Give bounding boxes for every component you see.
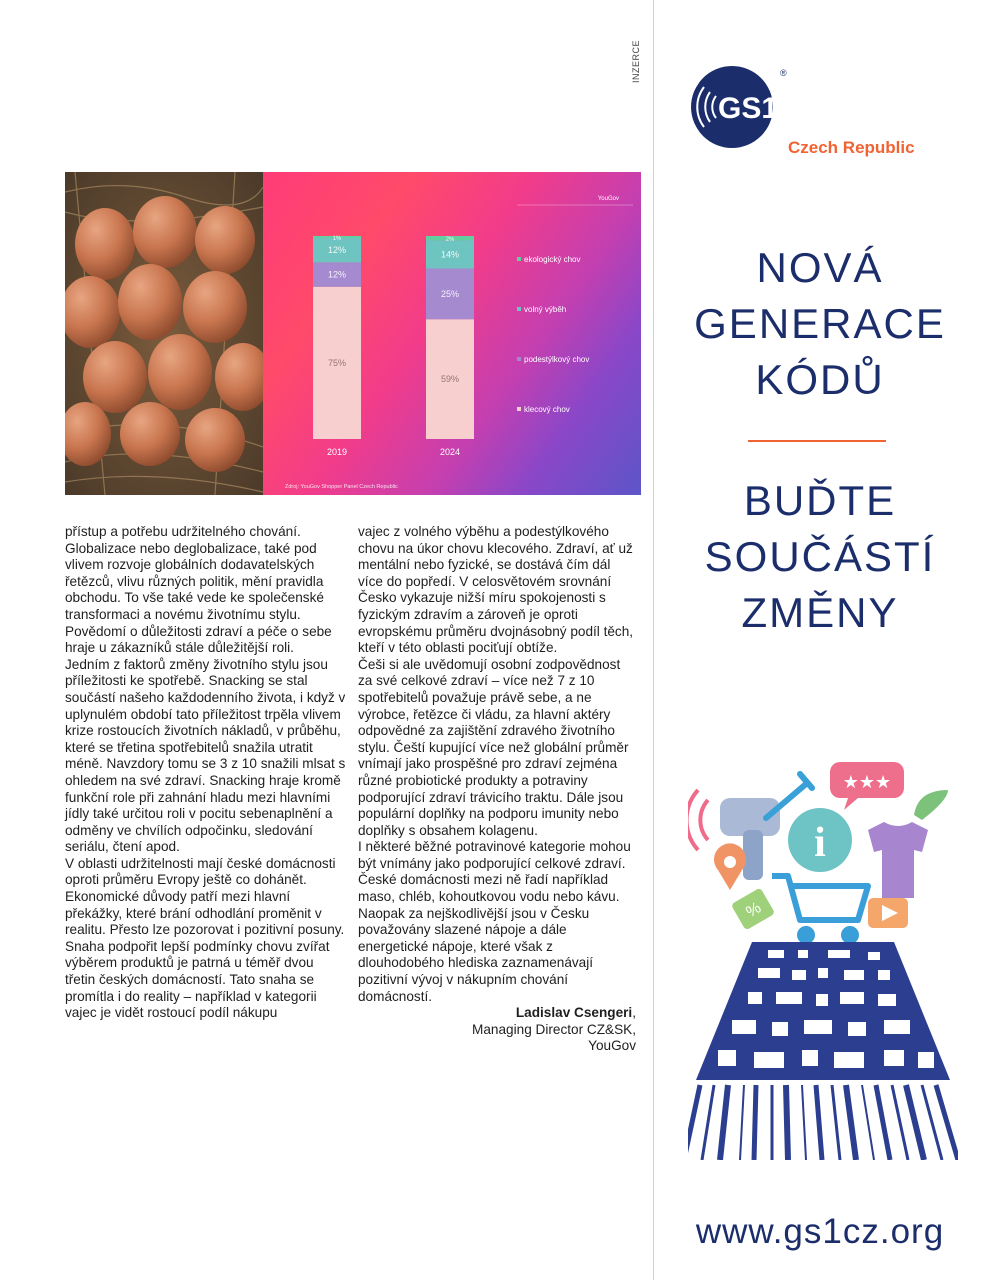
eggs-photo <box>65 172 263 495</box>
chart-brand-label: YouGov <box>597 196 619 202</box>
legend-label: volný výběh <box>524 305 567 314</box>
svg-text:%: % <box>743 899 765 922</box>
ad-headline-1 <box>660 240 980 408</box>
info-icon <box>788 808 852 872</box>
discount-tag-icon <box>731 888 775 931</box>
headline-line: BUĎTE <box>743 477 897 524</box>
play-video-icon <box>868 898 908 928</box>
tshirt-icon <box>868 822 928 898</box>
chart-source: Zdroj: YouGov Shopper Panel Czech Republic <box>285 484 398 490</box>
legend-swatch <box>517 307 521 311</box>
paragraph: V oblasti udržitelnosti mají české domácnosti oproti průměru Evropy ještě co dohánět. Ekonomické důvody patří mezi hlavní překážky, které brání odhodlání proměnit v realitu. Přesto lze pozorovat i pozitivní posuny. Snaha podpořit lepší podmínky chovu zvířat výběrem produktů je patrná u téměř dvou třetin českých domácností. Tato snaha se promítla i do reality – například v kategorii vajec je vidět rostoucí podíl nákupu <box>65 855 345 1021</box>
gs1-logo-icon <box>688 62 798 152</box>
bar-value-label: 59% <box>440 374 460 385</box>
bar-value-label: 75% <box>327 357 347 368</box>
gs1-logo <box>688 62 788 152</box>
rating-bubble-icon <box>830 762 904 810</box>
chart-panel <box>263 172 641 495</box>
article-column-1 <box>65 524 347 1022</box>
gs1-country: Czech Republic <box>788 138 915 157</box>
author-comma: , <box>632 1005 636 1021</box>
signal-icon <box>688 790 708 850</box>
svg-text:★★★: ★★★ <box>842 772 892 792</box>
ad-illustration <box>688 760 958 1160</box>
bar-value-label: 25% <box>440 288 460 299</box>
eggs-basket-image <box>65 172 263 495</box>
gs1-logo-gs: GS1 <box>718 92 779 125</box>
column-divider <box>653 0 654 1280</box>
paragraph: Jedním z faktorů změny životního stylu jsou příležitosti ke spotřebě. Snacking se stal součástí našeho každodenního života, i když v uplynulém období tato příležitost trpěla vlivem krize rostoucích životních nákladů, v průběhu, které se třetina spotřebitelů snažila utratit méně. Navzdory tomu se 3 z 10 snažili mlsat s ohledem na své zdraví. Snacking hraje kromě funkční role při zahnání hladu mezi hlavními jídly také určitou roli v pocitu sebenaplnění a odměny ve chvílích odpočinku, sledování seriálu, čtení apod. <box>65 656 346 855</box>
legend-swatch <box>517 407 521 411</box>
article-figure <box>65 172 641 495</box>
bar-value-label: 2% <box>445 237 455 244</box>
bar-value-label: 14% <box>440 249 460 260</box>
paragraph: I některé běžné potravinové kategorie mohou být vnímány jako podporující celkové zdraví. České domácnosti mezi ně řadí například maso, chléb, kohoutkovou vodu nebo kávu. Naopak za nejškodlivější jsou v Česku považovány slazené nápoje a dále energetické nápoje, které však z dlouhodobého hlediska zaznamenávají pozitivní vývoj v nákupním chování domácností. <box>358 839 631 1004</box>
paragraph: přístup a potřebu udržitelného chování. Globalizace nebo deglobalizace, také pod vlivem rozvoje globálních dodavatelských řetězců, vlivu různých politik, mění pravidla obchodu. To vše také vede ke společenské transformaci a novému životnímu stylu. Povědomí o důležitosti zdraví a péče o sebe hraje u zákazníků stále důležitější roli. <box>65 524 332 656</box>
syringe-icon <box>766 774 812 818</box>
headline-line: KÓDŮ <box>755 356 885 403</box>
location-pin-icon <box>714 843 746 890</box>
bar-value-label: 1% <box>332 236 342 243</box>
datamatrix-illustration <box>688 760 958 1160</box>
article-column-2 <box>358 524 636 1055</box>
legend-label: ekologický chov <box>524 255 581 264</box>
legend-swatch <box>517 357 521 361</box>
shopping-cart-icon <box>772 876 868 941</box>
registered-mark: ® <box>780 68 787 78</box>
ad-website-link[interactable]: www.gs1cz.org <box>695 1212 945 1251</box>
legend-label: podestýlkový chov <box>524 355 590 364</box>
advertisement-label: INZERCE <box>631 40 641 84</box>
paragraph: Češi si ale uvědomují osobní zodpovědnost za své celkové zdraví – více než 7 z 10 spotřebitelů považuje právě sebe, a ne výrobce, řetězce či vládu, za hlavní aktéry odpovědné za zajištění zdravého životního stylu. Čeští kupující více než globální průměr vnímají jako prospěšné pro zdraví zejména různé probiotické produkty a potraviny podporující zdraví trávicího traktu. Dále jsou populární doplňky na podporu imunity nebo doplňky s obsahem kolagenu. <box>358 656 629 838</box>
author-signature <box>358 1005 636 1055</box>
stacked-bar-chart <box>263 172 641 495</box>
headline-line: SOUČÁSTÍ <box>704 533 936 580</box>
svg-text:i: i <box>814 820 826 866</box>
paragraph: vajec z volného výběhu a podestýlkového chovu na úkor chovu klecového. Zdraví, ať už mentální nebo fyzické, se dostává čím dál více do popředí. V celosvětovém srovnání Česko vykazuje nižší míru spokojenosti s fyzickým zdravím a zároveň je oproti evropskému průměru dvojnásobný podíl těch, kteří v této oblasti pociťují obtíže. <box>358 524 634 656</box>
legend-swatch <box>517 257 521 261</box>
headline-line: GENERACE <box>694 300 946 347</box>
accent-divider <box>748 440 886 442</box>
author-company: YouGov <box>588 1038 636 1054</box>
headline-line: NOVÁ <box>756 244 884 291</box>
author-role: Managing Director CZ&SK, <box>472 1021 636 1037</box>
datamatrix-code <box>688 942 958 1160</box>
x-tick-label: 2019 <box>326 447 348 457</box>
x-tick-label: 2024 <box>439 447 461 457</box>
leaf-icon <box>914 790 948 820</box>
bar-value-label: 12% <box>327 245 347 256</box>
headline-line: ZMĚNY <box>741 589 899 636</box>
bar-value-label: 12% <box>327 269 347 280</box>
ad-headline-2 <box>660 473 980 641</box>
author-name: Ladislav Csengeri <box>515 1005 633 1021</box>
legend-label: klecový chov <box>524 405 570 414</box>
